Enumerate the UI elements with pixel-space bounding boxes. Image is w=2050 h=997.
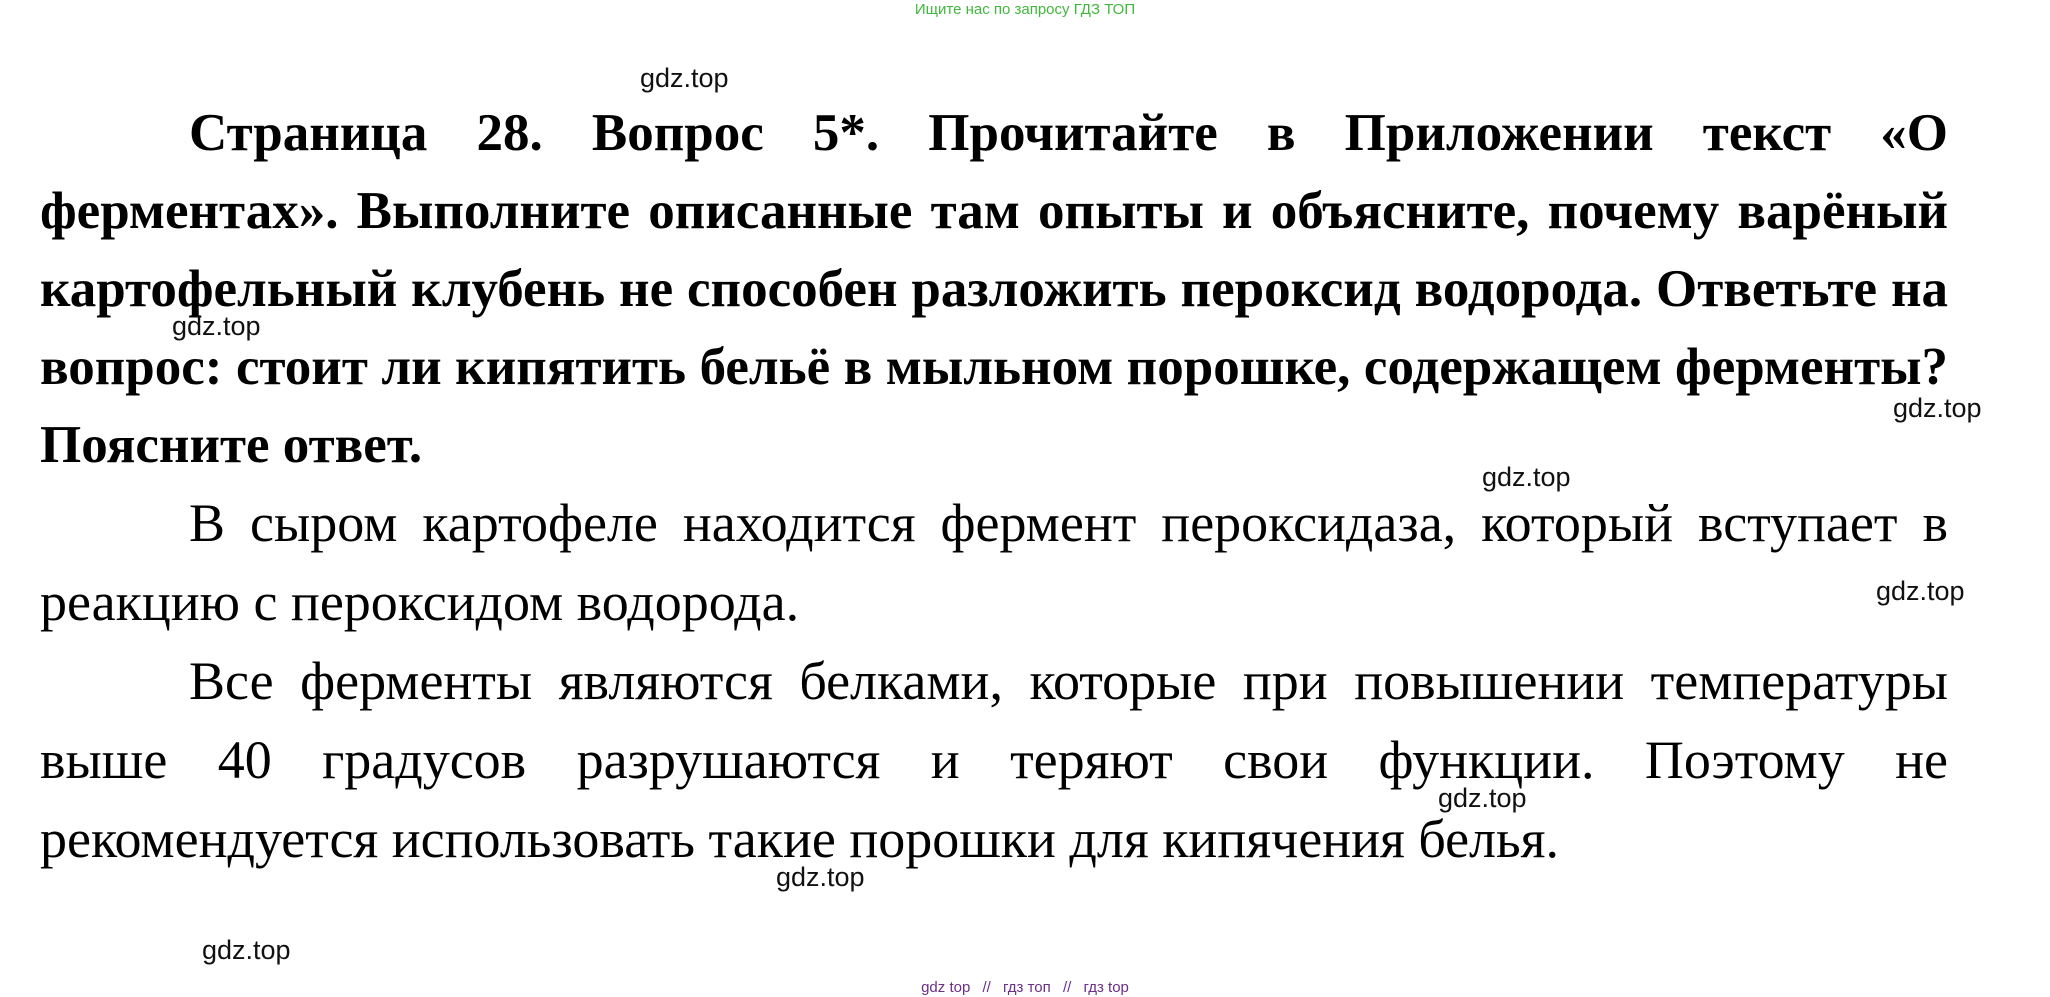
footer-separator: // (1062, 979, 1072, 996)
watermark: gdz.top (1876, 576, 1965, 606)
watermark: gdz.top (1438, 783, 1527, 813)
search-hint-link[interactable]: Ищите нас по запросу ГДЗ ТОП (914, 1, 1136, 18)
footer-link-gdz-top-mixed[interactable]: гдз top (1083, 979, 1129, 996)
watermark: gdz.top (640, 63, 729, 93)
footer-link-gdz-top-ru[interactable]: гдз топ (1003, 979, 1051, 996)
footer-separator: // (982, 979, 991, 996)
document-body (40, 94, 1948, 879)
footer-link-gdz-top[interactable]: gdz top (921, 979, 971, 996)
footer-links (0, 979, 2050, 997)
watermark: gdz.top (1893, 393, 1982, 423)
watermark: gdz.top (202, 935, 291, 965)
watermark: gdz.top (776, 862, 865, 892)
question-text: Страница 28. Вопрос 5*. Прочитайте в Приложении текст «О ферментах». Выполните описанные там опыты и объясните, почему варёный картофельный клубень не способен разложить пероксид водорода. Ответьте на вопрос: стоит ли кипятить бельё в мыльном порошке, содержащем ферменты? Поясните ответ. (40, 104, 1948, 474)
answer-paragraph-2: Все ферменты являются белками, которые при повышении температуры выше 40 градусов разрушаются и теряют свои функции. Поэтому не рекомендуется использовать такие порошки для кипячения белья. (40, 651, 1948, 869)
watermark: gdz.top (172, 311, 261, 341)
watermark: gdz.top (1482, 462, 1571, 492)
answer-paragraph-1: В сыром картофеле находится фермент пероксидаза, который вступает в реакцию с пероксидом водорода. (40, 493, 1948, 632)
